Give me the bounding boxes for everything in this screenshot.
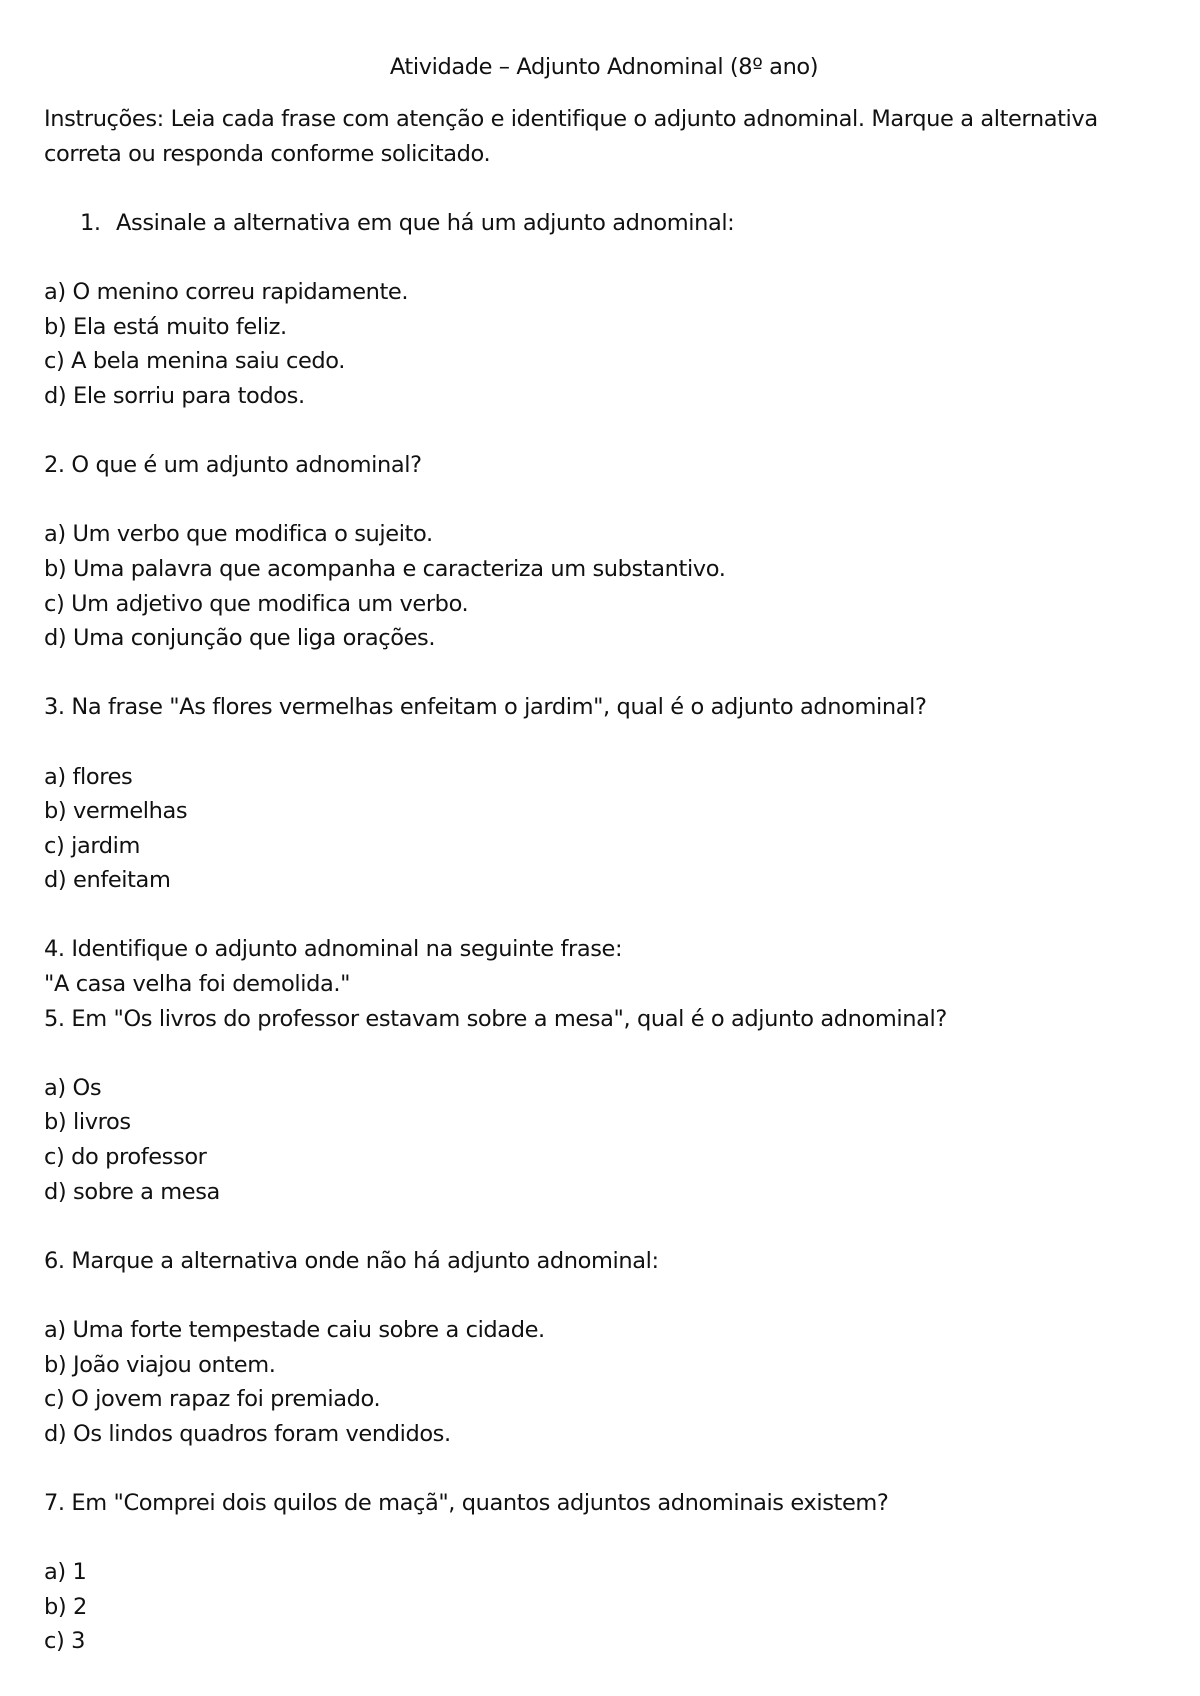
- q1-option-c: c) A bela menina saiu cedo.: [44, 348, 346, 375]
- q3-option-b: b) vermelhas: [44, 798, 188, 825]
- spacer: [44, 1209, 1164, 1244]
- q1-option-d: d) Ele sorriu para todos.: [44, 382, 305, 409]
- q7-option-a: a) 1: [44, 1559, 87, 1586]
- spacer: [44, 656, 1164, 691]
- question-1-number: 1.: [80, 210, 101, 236]
- q3-option-d: d) enfeitam: [44, 867, 171, 894]
- question-1: [44, 206, 1164, 241]
- q2-option-c: c) Um adjetivo que modifica um verbo.: [44, 590, 469, 617]
- q5-option-b: b) livros: [44, 1109, 131, 1136]
- spacer: [44, 725, 1164, 760]
- spacer: [44, 898, 1164, 933]
- q2-option-d: d) Uma conjunção que liga orações.: [44, 625, 436, 652]
- q3-option-c: c) jardim: [44, 832, 141, 859]
- q3-option-a: a) flores: [44, 763, 133, 790]
- q2-option-a: a) Um verbo que modifica o sujeito.: [44, 521, 433, 548]
- q6-option-b: b) João viajou ontem.: [44, 1351, 276, 1378]
- question-7: 7. Em "Comprei dois quilos de maçã", quantos adjuntos adnominais existem?: [44, 1489, 889, 1516]
- question-6: 6. Marque a alternativa onde não há adjunto adnominal:: [44, 1247, 659, 1274]
- q7-option-b: b) 2: [44, 1593, 87, 1620]
- question-3: 3. Na frase "As flores vermelhas enfeitam o jardim", qual é o adjunto adnominal?: [44, 694, 927, 721]
- q1-option-b: b) Ela está muito feliz.: [44, 313, 287, 340]
- instructions: Instruções: Leia cada frase com atenção e identifique o adjunto adnominal. Marque a alternativa correta ou responda conforme solicitado.: [44, 106, 1098, 167]
- question-2: 2. O que é um adjunto adnominal?: [44, 452, 422, 479]
- q5-option-a: a) Os: [44, 1074, 102, 1101]
- q6-option-d: d) Os lindos quadros foram vendidos.: [44, 1420, 451, 1447]
- spacer: [44, 483, 1164, 518]
- page-title: Atividade – Adjunto Adnominal (8º ano): [389, 54, 819, 80]
- spacer: [44, 1278, 1164, 1313]
- q7-option-c: c) 3: [44, 1628, 86, 1655]
- q6-option-c: c) O jovem rapaz foi premiado.: [44, 1386, 381, 1413]
- question-1-text: Assinale a alternativa em que há um adjunto adnominal:: [116, 210, 735, 236]
- spacer: [44, 241, 1164, 276]
- q4-sentence: "A casa velha foi demolida.": [44, 971, 351, 998]
- document-page: [44, 50, 1164, 1659]
- question-4: 4. Identifique o adjunto adnominal na seguinte frase:: [44, 936, 623, 963]
- q5-option-c: c) do professor: [44, 1144, 207, 1171]
- spacer: [44, 1521, 1164, 1556]
- question-5: 5. Em "Os livros do professor estavam sobre a mesa", qual é o adjunto adnominal?: [44, 1005, 947, 1032]
- spacer: [44, 1036, 1164, 1071]
- q2-option-b: b) Uma palavra que acompanha e caracteriza um substantivo.: [44, 555, 726, 582]
- spacer: [44, 1451, 1164, 1486]
- q6-option-a: a) Uma forte tempestade caiu sobre a cidade.: [44, 1317, 545, 1343]
- q1-option-a: a) O menino correu rapidamente.: [44, 279, 409, 306]
- spacer: [44, 414, 1164, 449]
- q5-option-d: d) sobre a mesa: [44, 1178, 220, 1205]
